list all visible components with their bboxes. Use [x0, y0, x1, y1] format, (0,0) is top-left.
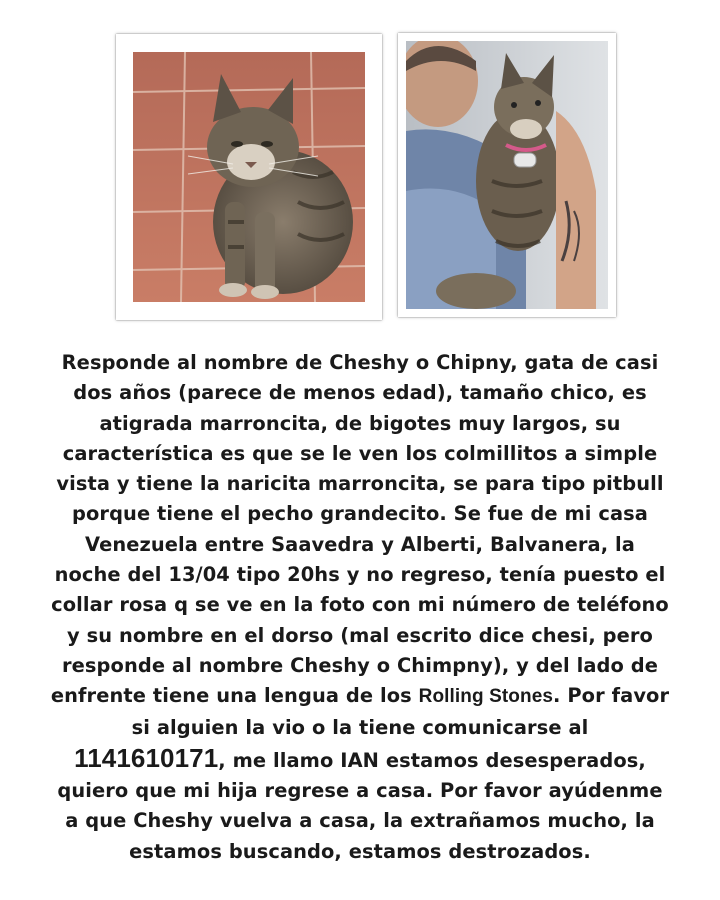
- lost-cat-description: [50, 348, 670, 867]
- phone-number[interactable]: 1141610171: [74, 742, 219, 773]
- cat-photo-sitting: [133, 52, 365, 302]
- photo-frame-right: [398, 33, 616, 317]
- photo-frame-left: [116, 34, 382, 320]
- rolling-stones-highlight: Rolling Stones: [418, 686, 554, 708]
- cat-photo-held: [406, 41, 608, 309]
- description-text-1: Responde al nombre de Cheshy o Chipny, gata de casi dos años (parece de menos edad), tamaño chico, es atigrada marroncita, de bigotes muy largos, su característica es que se le ven los colmillitos a simple vista y tiene la naricita marroncita, se para tipo pitbull porque tiene el pecho grandecito. Se fue de mi casa Venezuela entre Saavedra y Alberti, Balvanera, la noche del 13/04 tipo 20hs y no regreso, tenía puesto el collar rosa q se ve en la foto con mi número de teléfono y su nombre en el dorso (mal escrito dice chesi, pero responde al nombre Cheshy o Chimpny), y del lado de enfrente tiene una lengua de los: [50, 351, 669, 708]
- cat-sitting-image: [133, 52, 365, 302]
- cat-held-image: [406, 41, 608, 309]
- description-text-2: . Por favor si alguien la vio o la tiene comunicarse al: [131, 684, 670, 739]
- description-text-3: , me llamo IAN estamos desesperados, quiero que mi hija regrese a casa. Por favor ayúdenme a que Cheshy vuelva a casa, la extrañamos mucho, la estamos buscando, estamos destrozados.: [57, 748, 663, 863]
